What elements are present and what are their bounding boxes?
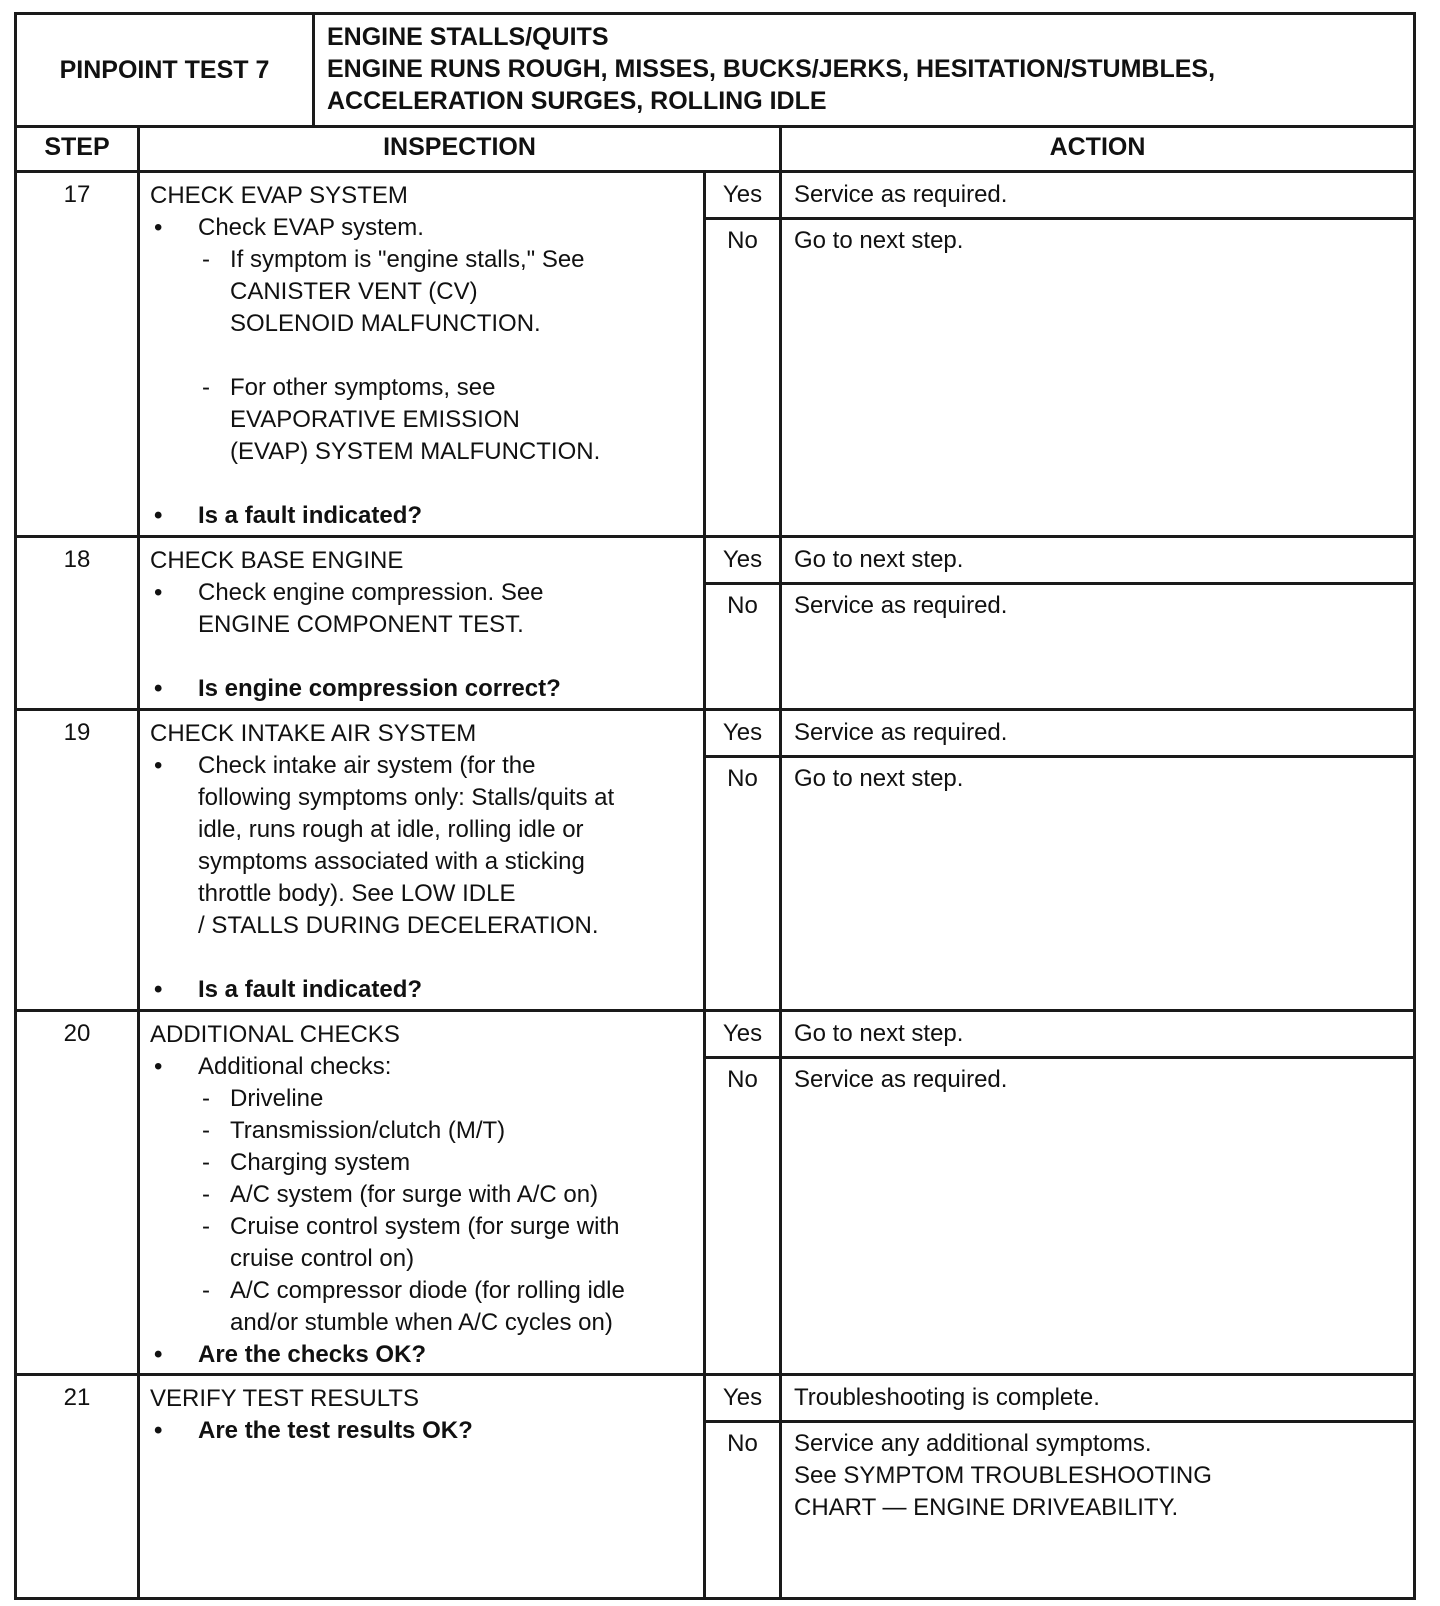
action-line: Go to next step. [794,1020,964,1047]
subitem-line: SOLENOID MALFUNCTION. [230,310,541,337]
test-title-line: ENGINE STALLS/QUITS [327,23,609,51]
step-action [782,1012,1413,1373]
yes-label: Yes [722,181,763,208]
step-title: CHECK INTAKE AIR SYSTEM [150,720,477,747]
no-action [794,763,1403,795]
step-inspection [140,1376,706,1597]
test-label: PINPOINT TEST 7 [17,15,315,125]
inspection-subitem [150,1275,693,1339]
step-action [782,173,1413,535]
subitem-line: (EVAP) SYSTEM MALFUNCTION. [230,438,601,465]
inspection-bullet [150,750,693,942]
step-inspection [140,711,706,1009]
inspection-question: • Is a fault indicated? [150,500,693,532]
step-number: 17 [17,173,140,535]
action-line: Go to next step. [794,546,964,573]
inspection-question: • Are the test results OK? [150,1415,693,1447]
column-header-inspection: INSPECTION [140,125,782,170]
yes-label: Yes [722,1384,763,1411]
yes-action [794,717,1403,749]
test-title [327,21,1215,117]
step-title: CHECK BASE ENGINE [150,547,404,574]
no-action [794,1064,1403,1096]
column-header-step: STEP [17,125,140,170]
test-title-line: ENGINE RUNS ROUGH, MISSES, BUCKS/JERKS, HESITATION/STUMBLES, [327,55,1216,83]
inspection-bullet: • Additional checks: [150,1051,693,1083]
bullet-line: idle, runs rough at idle, rolling idle or [198,816,584,843]
subitem-line: - If symptom is "engine stalls," See [230,246,585,273]
yes-label: Yes [722,1020,763,1047]
subitem-line: and/or stumble when A/C cycles on) [230,1309,613,1336]
inspection-question: • Are the checks OK? [150,1339,693,1371]
step-row-18 [17,538,1413,711]
inspection-bullet: • Check EVAP system. [150,212,693,244]
step-row-17 [17,173,1413,538]
test-title-line: ACCELERATION SURGES, ROLLING IDLE [327,87,827,115]
subitem-line: - Cruise control system (for surge with [230,1213,620,1240]
action-line: Troubleshooting is complete. [794,1384,1100,1411]
step-title: VERIFY TEST RESULTS [150,1385,419,1412]
subitem-line: - A/C compressor diode (for rolling idle [230,1277,625,1304]
subitem-line: EVAPORATIVE EMISSION [230,406,520,433]
action-line: Service any additional symptoms. [794,1430,1152,1457]
action-line: Service as required. [794,592,1008,619]
column-header-action: ACTION [1049,133,1146,161]
no-action [794,590,1403,622]
step-inspection [140,1012,706,1373]
no-label: No [727,592,758,619]
action-line: See SYMPTOM TROUBLESHOOTING [794,1462,1212,1489]
step-title: ADDITIONAL CHECKS [150,1021,400,1048]
step-action [782,1376,1413,1597]
subitem-line: CANISTER VENT (CV) [230,278,478,305]
yes-action [794,1018,1403,1050]
table-header [17,15,1413,128]
subitem-line: - For other symptoms, see [230,374,496,401]
action-line: Service as required. [794,1066,1008,1093]
yes-label: Yes [722,719,763,746]
no-action [794,1428,1403,1524]
action-line: Go to next step. [794,227,964,254]
inspection-subitem [150,1211,693,1275]
inspection-question: • Is a fault indicated? [150,974,693,1006]
action-line: Go to next step. [794,765,964,792]
yes-no-column [706,173,782,535]
step-title: CHECK EVAP SYSTEM [150,182,408,209]
bullet-line: / STALLS DURING DECELERATION. [198,912,599,939]
inspection-subitem: - Transmission/clutch (M/T) [150,1115,693,1147]
inspection-subitem: - Charging system [150,1147,693,1179]
step-action [782,711,1413,1009]
yes-no-column [706,1376,782,1597]
yes-action [794,179,1403,211]
inspection-subitem: - A/C system (for surge with A/C on) [150,1179,693,1211]
yes-no-column [706,711,782,1009]
yes-action [794,544,1403,576]
step-inspection [140,173,706,535]
inspection-subitem [150,372,693,468]
yes-label: Yes [722,546,763,573]
bullet-line: ENGINE COMPONENT TEST. [198,611,524,638]
action-line: Service as required. [794,719,1008,746]
inspection-subitem [150,244,693,340]
column-header-row [17,125,1413,173]
yes-no-column [706,538,782,708]
yes-no-column [706,1012,782,1373]
step-row-21 [17,1376,1413,1597]
step-number: 18 [17,538,140,708]
action-line: CHART — ENGINE DRIVEABILITY. [794,1494,1179,1521]
no-label: No [727,1430,758,1457]
step-number: 19 [17,711,140,1009]
inspection-subitem: - Driveline [150,1083,693,1115]
no-label: No [727,227,758,254]
bullet-line: symptoms associated with a sticking [198,848,585,875]
no-label: No [727,1066,758,1093]
no-label: No [727,765,758,792]
step-number: 21 [17,1376,140,1597]
bullet-line: following symptoms only: Stalls/quits at [198,784,615,811]
step-inspection [140,538,706,708]
bullet-line: • Check intake air system (for the [198,752,536,779]
subitem-line: cruise control on) [230,1245,415,1272]
inspection-bullet [150,577,693,641]
bullet-line: • Check engine compression. See [198,579,544,606]
inspection-question: • Is engine compression correct? [150,673,693,705]
step-number: 20 [17,1012,140,1373]
action-line: Service as required. [794,181,1008,208]
bullet-line: throttle body). See LOW IDLE [198,880,516,907]
pinpoint-test-table [14,12,1416,1600]
step-row-20 [17,1012,1413,1376]
yes-action [794,1382,1403,1414]
step-action [782,538,1413,708]
no-action [794,225,1403,257]
step-row-19 [17,711,1413,1012]
